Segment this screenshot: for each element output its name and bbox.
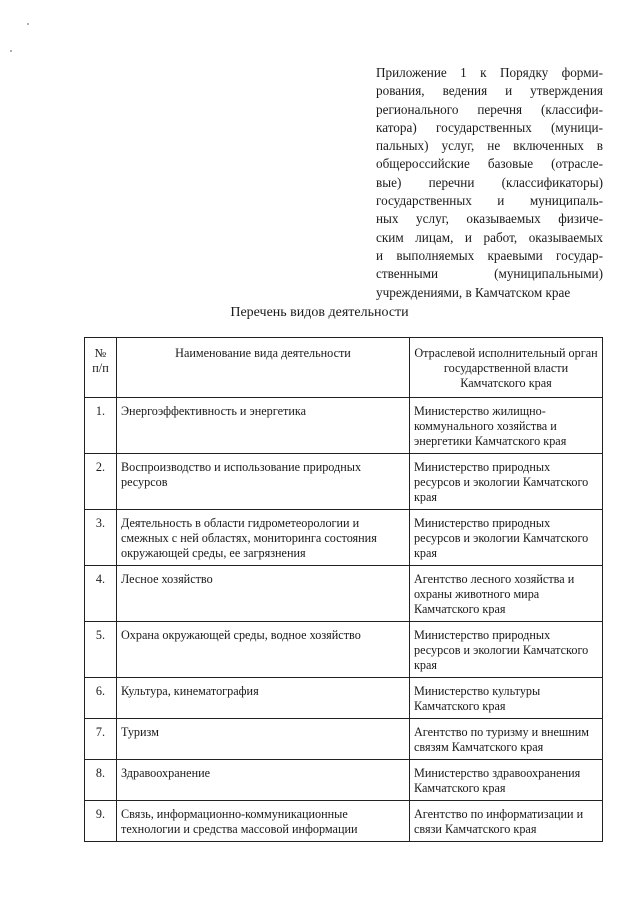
appendix-line: пальных) услуг, не включенных в [376,138,603,154]
row-num: 5. [85,622,117,678]
table-row [85,719,603,760]
row-activity-name: Деятельность в области гидрометеорологии и смежных с ней областях, мониторинга состояния окружающей среды, ее загрязнения [117,510,410,566]
row-num: 1. [85,398,117,454]
row-activity-name: Воспроизводство и использование природных ресурсов [117,454,410,510]
table-header-row [85,338,603,398]
scan-speck [10,50,12,52]
appendix-line: рования, ведения и утверждения [376,83,603,99]
appendix-line: и выполняемых краевыми государ- [376,247,603,263]
row-agency: Министерство природных ресурсов и экологии Камчатского края [410,510,603,566]
row-num: 7. [85,719,117,760]
row-agency: Министерство здравоохранения Камчатского края [410,760,603,801]
table-row [85,398,603,454]
row-agency: Агентство по информатизации и связи Камчатского края [410,801,603,842]
header-agency: Отраслевой исполнительный орган государственной власти Камчатского края [410,338,603,398]
appendix-line: учреждениями, в Камчатском крае [376,284,571,300]
row-activity-name: Лесное хозяйство [117,566,410,622]
row-agency: Министерство природных ресурсов и экологии Камчатского края [410,622,603,678]
table-row [85,622,603,678]
row-activity-name: Культура, кинематография [117,678,410,719]
row-num: 2. [85,454,117,510]
table-row [85,760,603,801]
appendix-line: ных услуг, оказываемых физиче- [376,211,603,227]
row-agency: Агентство лесного хозяйства и охраны животного мира Камчатского края [410,566,603,622]
header-num: № п/п [85,338,117,398]
activity-table [84,337,603,842]
appendix-line: ским лицам, и работ, оказываемых [376,229,603,245]
appendix-line: государственных и муниципаль- [376,193,603,209]
row-num: 3. [85,510,117,566]
appendix-line: Приложение 1 к Порядку форми- [376,65,603,80]
appendix-line: регионального перечня (классифи- [376,101,603,117]
row-num: 6. [85,678,117,719]
table-row [85,510,603,566]
appendix-note [376,64,603,302]
row-num: 9. [85,801,117,842]
scan-speck [27,23,29,25]
row-activity-name: Энергоэффективность и энергетика [117,398,410,454]
row-agency: Министерство культуры Камчатского края [410,678,603,719]
table-row [85,566,603,622]
header-name: Наименование вида деятельности [117,338,410,398]
row-activity-name: Охрана окружающей среды, водное хозяйство [117,622,410,678]
row-agency: Министерство жилищно-коммунального хозяйства и энергетики Камчатского края [410,398,603,454]
row-activity-name: Здравоохранение [117,760,410,801]
row-agency: Агентство по туризму и внешним связям Камчатского края [410,719,603,760]
row-num: 4. [85,566,117,622]
table-row [85,801,603,842]
row-activity-name: Связь, информационно-коммуникационные технологии и средства массовой информации [117,801,410,842]
appendix-line: общероссийские базовые (отрасле- [376,156,603,172]
document-title: Перечень видов деятельности [230,305,409,320]
table-row [85,678,603,719]
appendix-line: катора) государственных (муници- [376,119,603,135]
appendix-line: вые) перечни (классификаторы) [376,174,603,190]
row-activity-name: Туризм [117,719,410,760]
appendix-line: ственными (муниципальными) [376,266,603,282]
row-agency: Министерство природных ресурсов и экологии Камчатского края [410,454,603,510]
table-row [85,454,603,510]
row-num: 8. [85,760,117,801]
